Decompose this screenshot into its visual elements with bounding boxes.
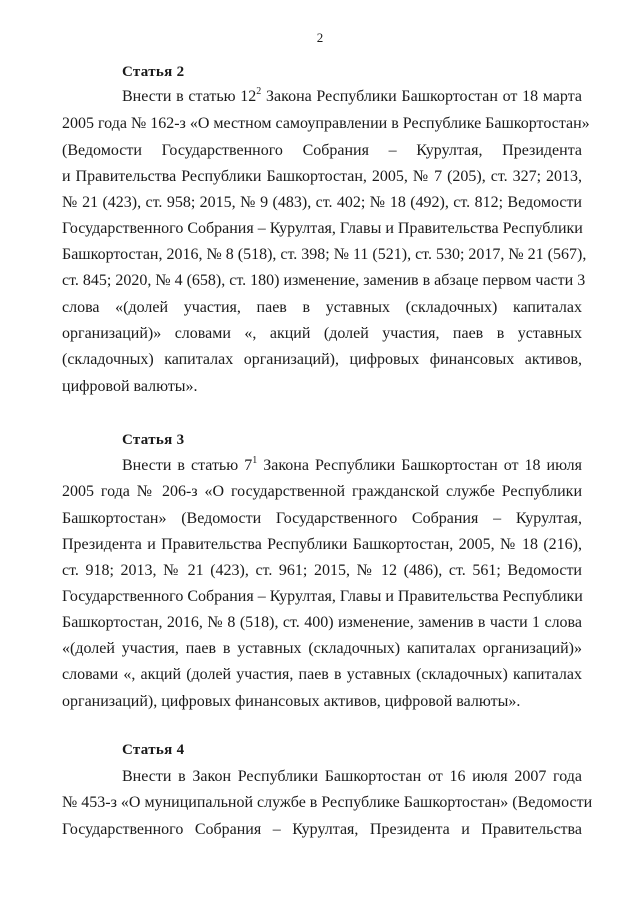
article-4-line-1: Внести в Закон Республики Башкортостан от 16 июля 2007 года xyxy=(122,768,582,785)
article-2-line-3: (Ведомости Государственного Собрания – Курултая, Президента xyxy=(62,142,582,159)
article-2-line-10: организаций)» словами «, акций (долей участия, паев в уставных xyxy=(62,325,582,342)
article-3-line-8: «(долей участия, паев в уставных (складочных) капиталах организаций)» xyxy=(62,640,582,657)
article-2-line-12: цифровой валюты». xyxy=(62,378,198,395)
article-2-line-7: Башкортостан, 2016, № 8 (518), ст. 398; № 11 (521), ст. 530; 2017, № 21 (567), xyxy=(62,246,587,263)
article-3-heading: Статья 3 xyxy=(122,432,185,448)
article-3-line-6: Государственного Собрания – Курултая, Главы и Правительства Республики xyxy=(62,588,583,605)
article-3-line-10: организаций), цифровых финансовых активов, цифровой валюты». xyxy=(62,693,521,710)
article-4-heading: Статья 4 xyxy=(122,742,185,758)
page-number: 2 xyxy=(316,30,324,45)
article-4-line-3: Государственного Собрания – Курултая, Президента и Правительства xyxy=(62,821,582,838)
article-3-line-1: Внести в статью $7^1$ Закона Республики Башкортостан от 18 июля xyxy=(122,454,582,474)
article-2-heading: Статья 2 xyxy=(122,64,185,80)
article-3-line-7: Башкортостан, 2016, № 8 (518), ст. 400) изменение, заменив в части 1 слова xyxy=(62,614,582,631)
article-2-line-11: (складочных) капиталах организаций), цифровых финансовых активов, xyxy=(62,351,582,368)
article-2-line-6: Государственного Собрания – Курултая, Главы и Правительства Республики xyxy=(62,220,583,237)
article-2-line-5: № 21 (423), ст. 958; 2015, № 9 (483), ст. 402; № 18 (492), ст. 812; Ведомости xyxy=(62,194,582,211)
article-2-line-2: 2005 года № 162-з «О местном самоуправлении в Республике Башкортостан» xyxy=(62,115,590,132)
article-3-line-9: словами «, акций (долей участия, паев в уставных (складочных) капиталах xyxy=(62,666,582,683)
article-2-line-1: Внести в статью $12^2$ Закона Республики Башкортостан от 18 марта xyxy=(122,85,582,105)
article-2-line-9: слова «(долей участия, паев в уставных (складочных) капиталах xyxy=(62,299,582,316)
article-3-line-2: 2005 года № 206-з «О государственной гражданской службе Республики xyxy=(62,483,582,500)
article-3-line-3: Башкортостан» (Ведомости Государственного Собрания – Курултая, xyxy=(62,510,582,527)
article-4-line-2: № 453-з «О муниципальной службе в Республике Башкортостан» (Ведомости xyxy=(62,794,593,811)
article-2-line-8: ст. 845; 2020, № 4 (658), ст. 180) изменение, заменив в абзаце первом части 3 xyxy=(62,272,586,289)
article-3-line-5: ст. 918; 2013, № 21 (423), ст. 961; 2015, № 12 (486), ст. 561; Ведомости xyxy=(62,562,582,579)
article-3-line-4: Президента и Правительства Республики Башкортостан, 2005, № 18 (216), xyxy=(62,536,582,553)
article-2-line-4: и Правительства Республики Башкортостан, 2005, № 7 (205), ст. 327; 2013, xyxy=(62,168,582,185)
